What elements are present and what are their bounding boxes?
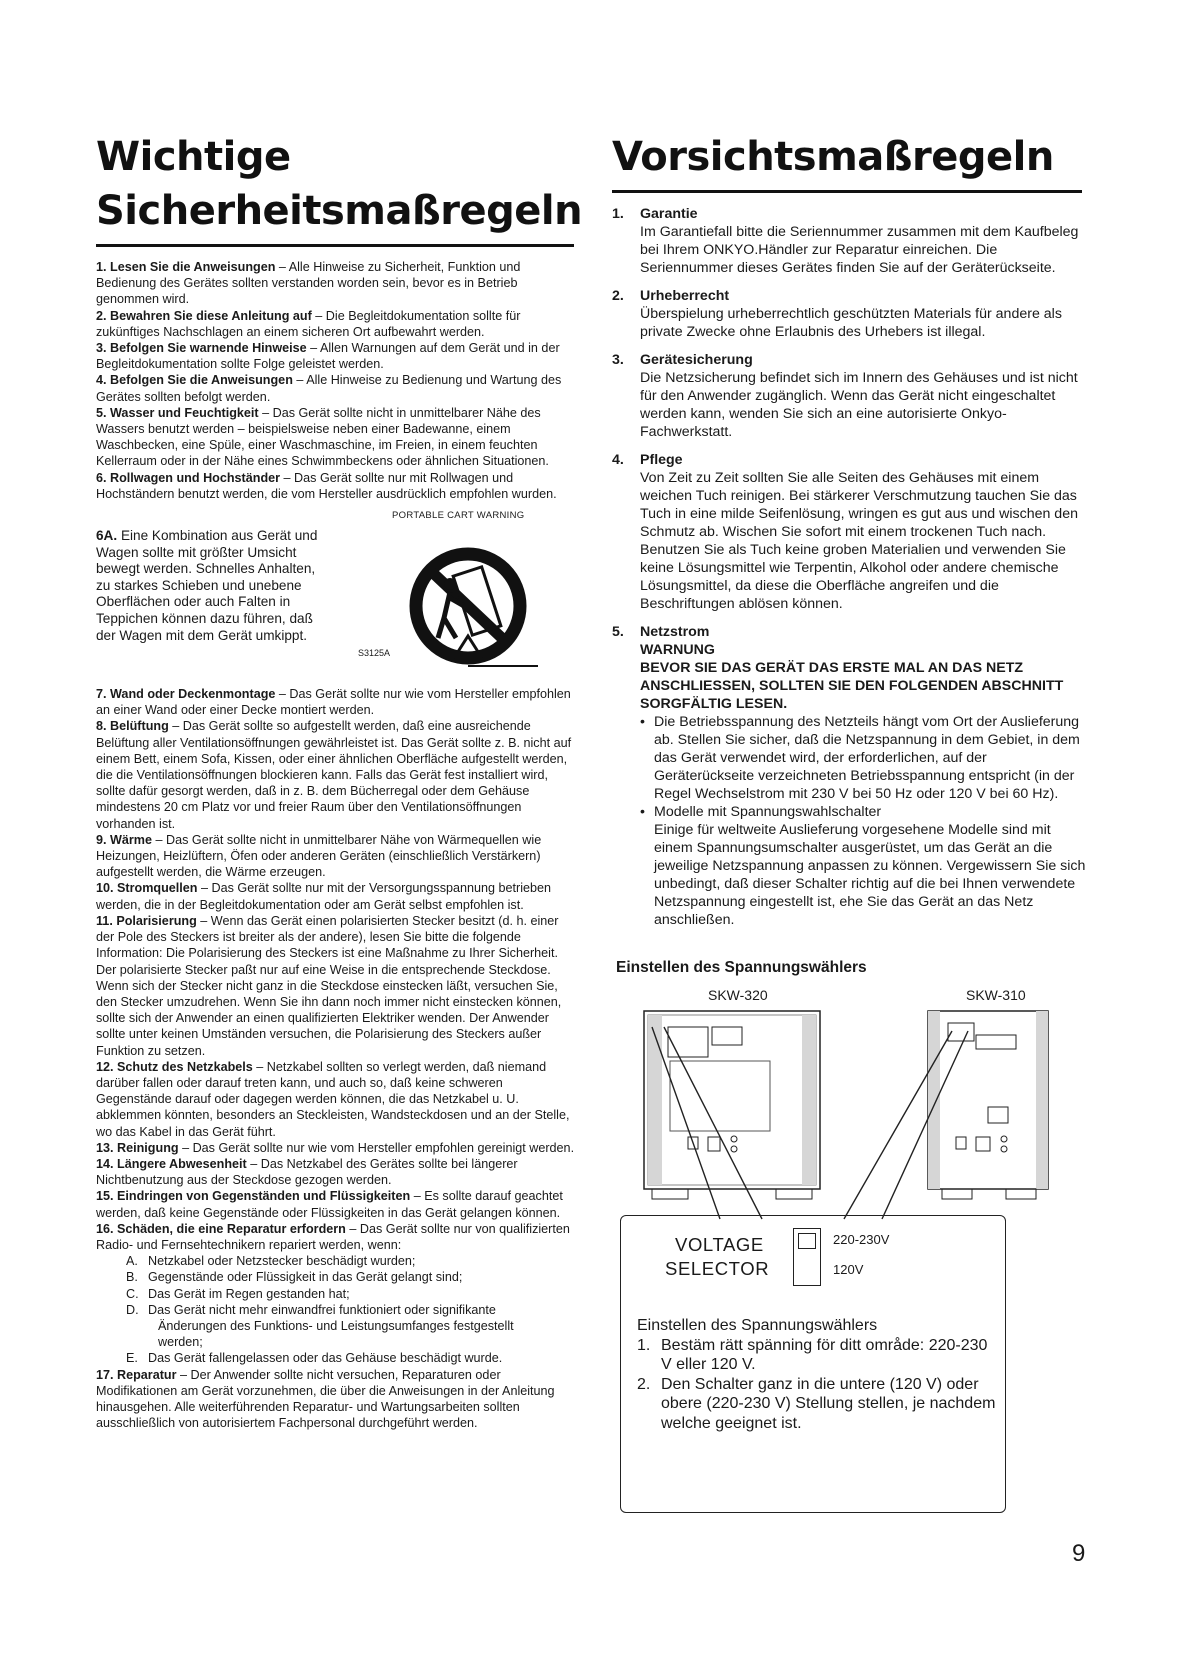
instructions-title: Einstellen des Spannungswählers	[637, 1317, 878, 1334]
condition-d-cont1: Änderungen des Funktions- und Leistungsumfanges festgestellt	[158, 1318, 514, 1333]
safety-item-11: 11. Polarisierung – Wenn das Gerät einen polarisierten Stecker besitzt (d. h. einer der Pole des Steckers ist breiter als der andere), lesen Sie bitte die folgende Information: Die Polarisierung des Steckers ist eine Maßnahme zu Ihrer Sicherheit. Der polarisierte Stecker paßt nur auf eine Weise in die entsprechende Steckdose. Wenn sich der Stecker nicht ganz in die Steckdose einstecken läßt, versuchen Sie, den Stecker umzudrehen. Wenn Sie ihn dann noch immer nicht einstecken können, sollte sich der Anwender an einen qualifizierten Elektriker wenden. Der Anwender sollte unter keinen Umständen versuchen, die Polarisierung des Steckers außer Funktion zu setzen.	[96, 913, 562, 1058]
condition-c: C. Das Gerät im Regen gestanden hat;	[126, 1286, 350, 1301]
safety-item-12: 12. Schutz des Netzkabels – Netzkabel sollten so verlegt werden, daß niemand darüber fallen oder darauf treten kann, und auch so, daß keine schweren Gegenstände darauf oder dagegen werden können, die das Netzkabel u. U. abklemmen könnten, besonders an Steckleisten, Wandsteckdosen und an der Stelle, wo das Kabel in das Gerät führt.	[96, 1059, 570, 1139]
safety-item-14: 14. Längere Abwesenheit – Das Netzkabel des Gerätes sollte bei längerer Nichtbenutzung aus der Steckdose gezogen werden.	[96, 1156, 518, 1188]
safety-item-1: 1. Lesen Sie die Anweisungen – Alle Hinweise zu Sicherheit, Funktion und Bedienung des Gerätes sollten verstanden worden sein, bevor es in Betrieb genommen wird.	[96, 260, 521, 307]
safety-item-10: 10. Stromquellen – Das Gerät sollte nur mit der Versorgungsspannung betrieben werden, die in der Begleitdokumentation oder am Gerät selbst empfohlen ist.	[96, 881, 552, 912]
condition-d: D. Das Gerät nicht mehr einwandfrei funktioniert oder signifikante	[126, 1302, 496, 1317]
portable-cart-warning-icon	[398, 540, 538, 680]
precaution-3-title: Gerätesicherung	[640, 352, 753, 368]
right-title-rule	[612, 190, 1082, 193]
model-label-left: SKW-320	[708, 987, 768, 1003]
precaution-2: 2. Urheberrecht Überspielung urheberrechtlich geschützten Materials für andere als private Zwecke ohne Erlaubnis des Urhebers ist illegal.	[612, 287, 1086, 341]
left-column	[96, 130, 583, 1431]
subwoofer-rear-icon	[612, 987, 1086, 1227]
page-number: 9	[1072, 1540, 1086, 1567]
precaution-2-text: Überspielung urheberrechtlich geschützten Materials für andere als private Zwecke ohne Erlaubnis des Urhebers ist illegal.	[640, 306, 1062, 340]
item-6a-text: 6A. Eine Kombination aus Gerät und Wagen sollte mit größter Umsicht bewegt werden. Schnelles Anhalten, zu starkes Schieben und unebene Oberflächen oder auch Falten in Teppichen können dazu führen, daß der Wagen mit dem Gerät umkippt.	[96, 528, 318, 643]
precaution-1-title: Garantie	[640, 206, 698, 222]
safety-item-6a	[96, 510, 576, 678]
condition-b: B. Gegenstände oder Flüssigkeit in das Gerät gelangt sind;	[126, 1270, 463, 1285]
right-column	[612, 130, 1086, 1432]
condition-e: E. Das Gerät fallengelassen oder das Gehäuse beschädigt wurde.	[126, 1351, 503, 1366]
warning-title: WARNUNG	[640, 642, 715, 658]
voltage-selector-callout	[620, 1215, 1006, 1513]
precaution-4: 4. Pflege Von Zeit zu Zeit sollten Sie alle Seiten des Gehäuses mit einem weichen Tuch reinigen. Bei stärkerer Verschmutzung tauchen Sie das Tuch in eine milde Seifenlösung, wringen es gut aus und wischen den Schmutz ab. Wischen Sie sofort mit einem trockenen Tuch nach. Benutzen Sie als Tuch keine groben Materialien und verwenden Sie keine Lösungsmittel wie Terpentin, Alkohol oder andere chemische Lösungsmittel, da diese die Oberfläche angreifen und die Beschriftungen ablösen können.	[612, 451, 1086, 613]
precaution-1: 1. Garantie Im Garantiefall bitte die Seriennummer zusammen mit dem Kaufbeleg bei Ihrem ONKYO.Händler zur Reparatur einreichen. Die Seriennummer dieses Gerätes finden Sie auf der Geräterückseite.	[612, 205, 1086, 277]
safety-item-3: 3. Befolgen Sie warnende Hinweise – Allen Warnungen auf dem Gerät und in der Begleitdokumentation sollte Folge geleistet werden.	[96, 341, 560, 372]
selector-label: SELECTOR	[665, 1258, 770, 1279]
safety-item-4: 4. Befolgen Sie die Anweisungen – Alle Hinweise zu Bedienung und Wartung des Gerätes sollten befolgt werden.	[96, 373, 562, 404]
left-title	[96, 130, 583, 238]
precaution-2-title: Urheberrecht	[640, 288, 730, 304]
safety-item-13: 13. Reinigung – Das Gerät sollte nur wie vom Hersteller empfohlen gereinigt werden.	[96, 1140, 575, 1155]
safety-item-8: 8. Belüftung – Das Gerät sollte so aufgestellt werden, daß eine ausreichende Belüftung aller Ventilationsöffnungen gewährleistet ist. Das Gerät sollte z. B. nicht auf einem Bett, einem Sofa, Kissen, oder einer ähnlichen Oberfläche aufgestellt werden, die die Ventilationsöffnungen blockieren kann. Falls das Gerät fest installiert wird, sollte dafür gesorgt werden, daß in z. B. dem Bücherregal oder dem Gehäuse mindestens 20 cm Platz vor und freier Raum über den Ventilationsöffnungen vorhanden ist.	[96, 719, 572, 831]
precaution-3: 3. Gerätesicherung Die Netzsicherung befindet sich im Innern des Gehäuses und ist nicht für den Anwender zugänglich. Wenn das Gerät nicht eingeschaltet werden kann, wenden Sie sich an eine autorisierte Onkyo-Fachwerkstatt.	[612, 351, 1086, 441]
switch-knob	[798, 1233, 816, 1249]
cart-warning-caption: PORTABLE CART WARNING	[392, 510, 525, 522]
safety-item-15: 15. Eindringen von Gegenständen und Flüssigkeiten – Es sollte darauf geachtet werden, daß keine Gegenstände oder Flüssigkeiten in das Gerät gelangen können.	[96, 1189, 563, 1220]
condition-d-cont2: werden;	[158, 1335, 203, 1350]
voltage-switch[interactable]	[793, 1228, 821, 1286]
safety-item-2: 2. Bewahren Sie diese Anleitung auf – Die Begleitdokumentation sollte für zukünftiges Nachschlagen an einem sicheren Ort aufbewahrt werden.	[96, 308, 521, 339]
model-label-right: SKW-310	[966, 987, 1026, 1003]
condition-a: A. Netzkabel oder Netzstecker beschädigt wurden;	[126, 1254, 416, 1269]
precaution-5-title: Netzstrom	[640, 624, 710, 640]
precaution-3-text: Die Netzsicherung befindet sich im Innern des Gehäuses und ist nicht für den Anwender zugänglich. Wenn das Gerät nicht eingeschaltet werden kann, wenden Sie sich an eine autorisierte Onkyo-Fachwerkstatt.	[640, 370, 1078, 440]
precaution-1-text: Im Garantiefall bitte die Seriennummer zusammen mit dem Kaufbeleg bei Ihrem ONKYO.Händler zur Reparatur einreichen. Die Seriennummer dieses Gerätes finden Sie auf der Geräterückseite.	[640, 224, 1079, 276]
option-220-230v: 220-230V	[833, 1232, 890, 1247]
right-title: Vorsichtsmaßregeln	[612, 134, 1054, 180]
precaution-5: 5. Netzstrom WARNUNG BEVOR SIE DAS GERÄT DAS ERSTE MAL AN DAS NETZ ANSCHLIESSEN, SOLLTEN SIE DEN FOLGENDEN ABSCHNITT SORGFÄLTIG LESEN. • Die Betriebsspannung des Netzteils hängt vom Ort der Auslieferung ab. Stellen Sie sicher, daß die Netzspannung in dem Gebiet, in dem das Gerät verwendet wird, der erforderlichen, auf der Geräterückseite verzeichneten Betriebsspannung entspricht (in der Regel Wechselstrom mit 230 V bei 50 Hz oder 120 V bei 60 Hz). • Modelle mit Spannungswahlschalter Einige für weltweite Auslieferung vorgesehene Modelle sind mit einem Spannungsumschalter ausgerüstet, um das Gerät an die jeweilige Netzspannung anpassen zu können. Vergewissern Sie sich unbedingt, daß dieser Schalter richtig auf die bei Ihnen verwendete Netzspannung eingestellt ist, ehe Sie das Gerät an das Netz anschließen.	[612, 624, 1086, 928]
bullet-2-text: Einige für weltweite Auslieferung vorgesehene Modelle sind mit einem Spannungsumschalter ausgerüstet, um das Gerät an die jeweilige Netzspannung anpassen zu können. Vergewissern Sie sich unbedingt, daß dieser Schalter richtig auf die bei Ihnen verwendete Netzspannung eingestellt ist, ehe Sie das Gerät an das Netz anschließen.	[654, 822, 1086, 928]
left-title-rule	[96, 244, 574, 247]
safety-item-16: 16. Schäden, die eine Reparatur erfordern – Das Gerät sollte nur von qualifizierten Radio- und Fernsehtechnikern repariert werden, wenn:	[96, 1221, 570, 1252]
voltage-label: VOLTAGE	[675, 1234, 764, 1255]
item-16-conditions	[96, 1253, 576, 1366]
warning-text: BEVOR SIE DAS GERÄT DAS ERSTE MAL AN DAS NETZ ANSCHLIESSEN, SOLLTEN SIE DEN FOLGENDEN ABSCHNITT SORGFÄLTIG LESEN.	[640, 660, 1064, 712]
precaution-4-title: Pflege	[640, 452, 683, 468]
precaution-4-text: Von Zeit zu Zeit sollten Sie alle Seiten des Gehäuses mit einem weichen Tuch reinigen. Bei stärkerer Verschmutzung tauchen Sie das Tuch in eine milde Seifenlösung, wringen es gut aus und wischen den Schmutz ab. Wischen Sie sofort mit einem trockenen Tuch nach. Benutzen Sie als Tuch keine groben Materialien und verwenden Sie keine Lösungsmittel wie Terpentin, Alkohol oder andere chemische Lösungsmittel, da diese die Oberfläche angreifen und die Beschriftungen ablösen können.	[640, 470, 1078, 612]
safety-item-9: 9. Wärme – Das Gerät sollte nicht in unmittelbarer Nähe von Wärmequellen wie Heizungen, Heizlüftern, Öfen oder anderen Geräten (einschließlich Verstärkern) aufgestellt werden, die Wärme erzeugen.	[96, 832, 542, 880]
safety-item-7: 7. Wand oder Deckenmontage – Das Gerät sollte nur wie vom Hersteller empfohlen an einer Wand oder einer Decke montiert werden.	[96, 687, 571, 718]
bullet-1: • Die Betriebsspannung des Netzteils hängt vom Ort der Auslieferung ab. Stellen Sie sicher, daß die Netzspannung in dem Gebiet, in dem das Gerät verwendet wird, der erforderlichen, auf der Geräterückseite verzeichneten Betriebsspannung entspricht (in der Regel Wechselstrom mit 230 V bei 50 Hz oder 120 V bei 60 Hz).	[640, 714, 1080, 802]
safety-item-5: 5. Wasser und Feuchtigkeit – Das Gerät sollte nicht in unmittelbarer Nähe des Wassers benutzt werden – beispielsweise neben einer Badewanne, einem Waschbecken, eine Spüle, einer Waschmaschine, im Freien, in einem feuchten Kellerraum oder in der Nähe eines Schwimmbeckens oder ähnlichen Situationen.	[96, 405, 549, 469]
bullet-2: • Modelle mit Spannungswahlschalter	[640, 804, 882, 820]
safety-item-6: 6. Rollwagen und Hochständer – Das Gerät sollte nur mit Rollwagen und Hochständern benutzt werden, die vom Hersteller ausdrücklich empfohlen wurden.	[96, 470, 557, 501]
instruction-2: 2. Den Schalter ganz in die untere (120 V) oder obere (220-230 V) Stellung stellen, je nachdem welche geeignet ist.	[637, 1375, 996, 1432]
option-120v: 120V	[833, 1262, 864, 1277]
voltage-selector-heading: Einstellen des Spannungswählers	[616, 959, 867, 976]
voltage-selector-diagram	[612, 987, 1086, 1432]
voltage-instructions	[637, 1316, 997, 1433]
instruction-1: 1. Bestäm rätt spänning för ditt område: 220-230 V eller 120 V.	[637, 1336, 988, 1373]
safety-item-17: 17. Reparatur – Der Anwender sollte nicht versuchen, Reparaturen oder Modifikationen am Gerät vorzunehmen, die über die Anweisungen in der Anleitung hinausgehen. Alle weiterführenden Reparatur- und Wartungsarbeiten sollten ausschließlich von autorisiertem Fachpersonal durchgeführt werden.	[96, 1367, 555, 1431]
cart-code: S3125A	[358, 648, 391, 659]
left-title-line2: Sicherheitsmaßregeln	[96, 188, 583, 234]
left-title-line1: Wichtige	[96, 134, 291, 180]
